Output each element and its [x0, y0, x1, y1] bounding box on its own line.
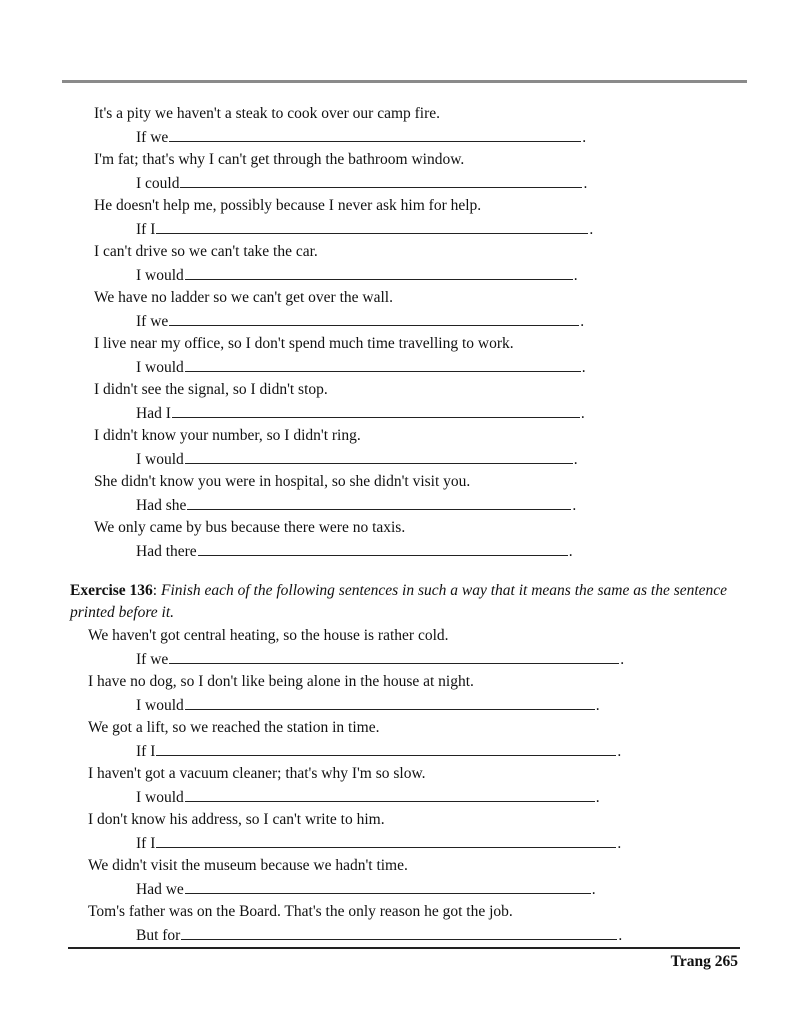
source-sentence: I haven't got a vacuum cleaner; that's why I'm so slow.	[88, 765, 426, 782]
answer-line[interactable]: If I .	[136, 835, 622, 852]
answer-blank[interactable]	[181, 925, 617, 940]
exercise-heading: Exercise 136: Finish each of the following sentences in such a way that it means the same as the sentence printed before it.	[70, 582, 728, 621]
answer-blank[interactable]	[185, 357, 581, 372]
source-sentence: We have no ladder so we can't get over the wall.	[94, 289, 393, 306]
page-number: Trang 265	[670, 953, 738, 970]
exercise-instruction: Finish each of the following sentences in such a way that it means the same as the sentence printed before it.	[70, 582, 728, 621]
source-sentence: She didn't know you were in hospital, so she didn't visit you.	[94, 473, 471, 490]
answer-line[interactable]: If we .	[136, 129, 587, 146]
answer-prompt: But for	[136, 927, 181, 944]
answer-blank[interactable]	[185, 879, 591, 894]
answer-blank[interactable]	[156, 741, 616, 756]
answer-blank[interactable]	[156, 219, 588, 234]
answer-blank[interactable]	[185, 449, 573, 464]
source-sentence: We haven't got central heating, so the house is rather cold.	[88, 627, 449, 644]
answer-line[interactable]: If I .	[136, 221, 594, 238]
answer-line[interactable]: If we .	[136, 651, 625, 668]
answer-prompt: Had she	[136, 497, 187, 514]
top-rule	[62, 80, 747, 83]
answer-line[interactable]: I would .	[136, 359, 586, 376]
answer-line[interactable]: Had there .	[136, 543, 573, 560]
answer-prompt: Had there	[136, 543, 197, 560]
source-sentence: We didn't visit the museum because we hadn't time.	[88, 857, 408, 874]
answer-line[interactable]: I could .	[136, 175, 588, 192]
answer-blank[interactable]	[185, 695, 595, 710]
answer-blank[interactable]	[180, 173, 582, 188]
answer-prompt: If we	[136, 313, 169, 330]
answer-line[interactable]: Had she .	[136, 497, 577, 514]
answer-prompt: If we	[136, 651, 169, 668]
answer-line[interactable]: But for .	[136, 927, 623, 944]
answer-blank[interactable]	[172, 403, 580, 418]
answer-prompt: If I	[136, 835, 156, 852]
answer-line[interactable]: I would .	[136, 789, 600, 806]
source-sentence: I live near my office, so I don't spend much time travelling to work.	[94, 335, 514, 352]
answer-prompt: If I	[136, 221, 156, 238]
answer-blank[interactable]	[156, 833, 616, 848]
answer-prompt: If I	[136, 743, 156, 760]
answer-line[interactable]: If I .	[136, 743, 622, 760]
source-sentence: I didn't know your number, so I didn't ring.	[94, 427, 361, 444]
source-sentence: We only came by bus because there were no taxis.	[94, 519, 406, 536]
answer-line[interactable]: Had we .	[136, 881, 596, 898]
source-sentence: It's a pity we haven't a steak to cook over our camp fire.	[94, 105, 441, 122]
answer-blank[interactable]	[169, 311, 579, 326]
answer-blank[interactable]	[185, 787, 595, 802]
source-sentence: I'm fat; that's why I can't get through the bathroom window.	[94, 151, 465, 168]
answer-prompt: I could	[136, 175, 180, 192]
source-sentence: Tom's father was on the Board. That's the only reason he got the job.	[88, 903, 513, 920]
exercise-label: Exercise 136	[70, 582, 153, 599]
answer-blank[interactable]	[187, 495, 571, 510]
answer-line[interactable]: Had I .	[136, 405, 585, 422]
answer-prompt: I would	[136, 697, 184, 714]
bottom-rule	[68, 947, 740, 949]
answer-line[interactable]: I would .	[136, 267, 578, 284]
answer-blank[interactable]	[185, 265, 573, 280]
source-sentence: I don't know his address, so I can't write to him.	[88, 811, 385, 828]
source-sentence: I have no dog, so I don't like being alone in the house at night.	[88, 673, 474, 690]
source-sentence: He doesn't help me, possibly because I never ask him for help.	[94, 197, 482, 214]
answer-prompt: If we	[136, 129, 169, 146]
answer-blank[interactable]	[169, 649, 619, 664]
answer-line[interactable]: If we .	[136, 313, 585, 330]
answer-prompt: I would	[136, 267, 184, 284]
answer-prompt: Had I	[136, 405, 171, 422]
answer-blank[interactable]	[198, 541, 568, 556]
answer-prompt: Had we	[136, 881, 184, 898]
answer-prompt: I would	[136, 789, 184, 806]
answer-prompt: I would	[136, 451, 184, 468]
answer-line[interactable]: I would .	[136, 451, 578, 468]
answer-line[interactable]: I would .	[136, 697, 600, 714]
source-sentence: We got a lift, so we reached the station in time.	[88, 719, 380, 736]
answer-blank[interactable]	[169, 127, 581, 142]
source-sentence: I didn't see the signal, so I didn't stop.	[94, 381, 328, 398]
answer-prompt: I would	[136, 359, 184, 376]
source-sentence: I can't drive so we can't take the car.	[94, 243, 318, 260]
